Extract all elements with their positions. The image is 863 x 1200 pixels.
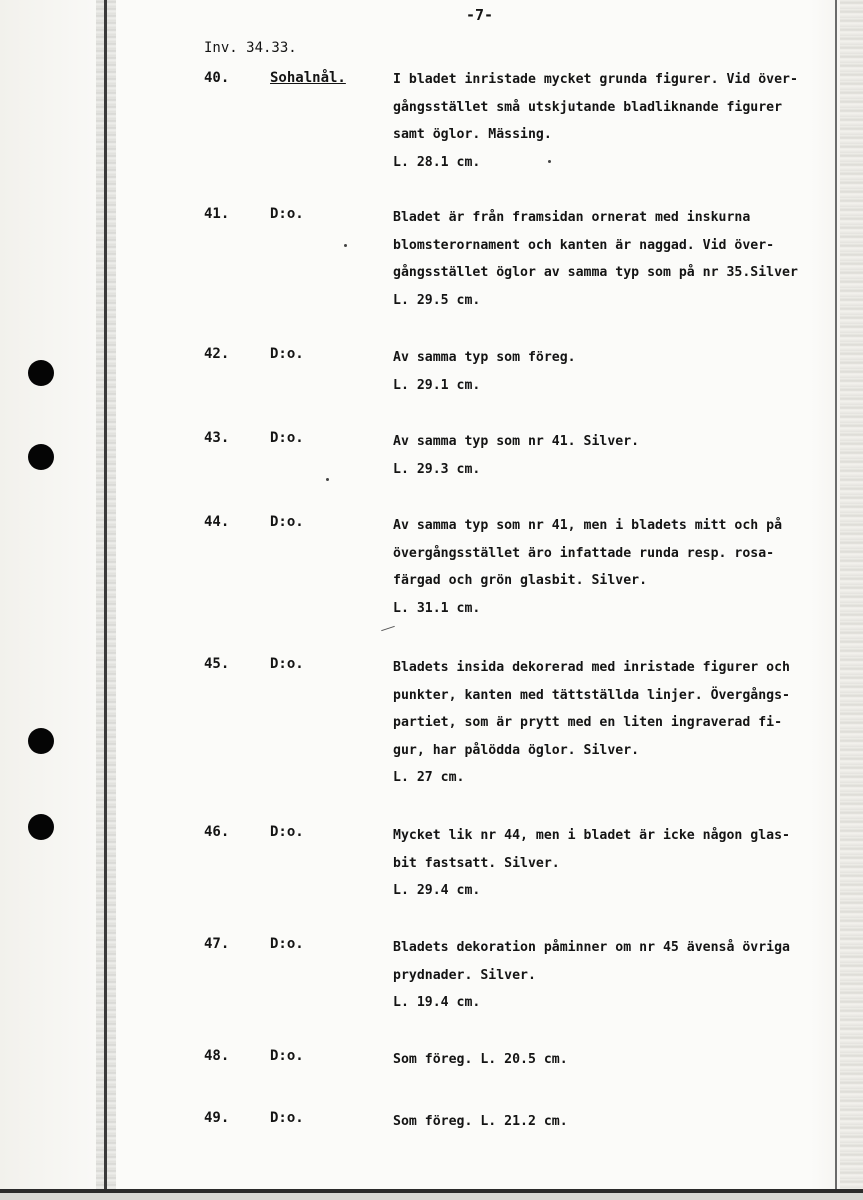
description-line: partiet, som är prytt med en liten ingraverad fi- — [393, 715, 783, 730]
entry-type: D:o. — [270, 206, 304, 222]
entry-description — [393, 1108, 831, 1136]
ink-speck — [344, 244, 347, 247]
description-line: Bladets dekoration påminner om nr 45 ävenså övriga — [393, 940, 790, 955]
punch-hole-icon — [28, 444, 54, 470]
right-page-edge — [835, 0, 837, 1190]
length-line: L. 29.5 cm. — [393, 292, 481, 308]
entry-number: 40. — [204, 70, 230, 86]
entry-number: 49. — [204, 1110, 230, 1126]
description-line: Mycket lik nr 44, men i bladet är icke någon glas- — [393, 828, 790, 843]
description-line: punkter, kanten med tättställda linjer. Övergångs- — [393, 687, 790, 703]
description-line: prydnader. Silver. — [393, 967, 536, 983]
description-line: färgad och grön glasbit. Silver. — [393, 573, 648, 588]
inventory-reference: Inv. 34.33. — [204, 40, 297, 56]
punch-hole-icon — [28, 360, 54, 386]
description-line: Av samma typ som föreg. — [393, 350, 576, 365]
length-line: L. 31.1 cm. — [393, 600, 481, 616]
entry-number: 46. — [204, 824, 230, 840]
entry-type: D:o. — [270, 430, 304, 446]
entry-description — [393, 344, 831, 399]
length-line: L. 29.3 cm. — [393, 461, 481, 477]
description-line: blomsterornament och kanten är naggad. Vid över- — [393, 237, 775, 253]
entry-description — [393, 204, 831, 314]
length-line: L. 29.4 cm. — [393, 883, 481, 898]
description-line: gur, har pålödda öglor. Silver. — [393, 742, 640, 758]
length-line: L. 29.1 cm. — [393, 377, 481, 393]
entry-type: D:o. — [270, 936, 304, 952]
bottom-scan-shadow — [0, 1193, 863, 1200]
entry-description — [393, 822, 831, 905]
entry-number: 43. — [204, 430, 230, 446]
description-line: I bladet inristade mycket grunda figurer. Vid över- — [393, 72, 798, 87]
length-line: L. 27 cm. — [393, 770, 465, 785]
entry-description — [393, 512, 831, 622]
entry-type: D:o. — [270, 514, 304, 530]
ink-speck — [326, 478, 329, 481]
entry-description — [393, 428, 831, 483]
entry-type: D:o. — [270, 1110, 304, 1126]
entry-description — [393, 66, 831, 176]
punch-hole-icon — [28, 814, 54, 840]
right-edge-scan-noise — [840, 0, 863, 1200]
entry-type: D:o. — [270, 656, 304, 672]
description-line: Som föreg. L. 21.2 cm. — [393, 1114, 568, 1129]
entry-type: D:o. — [270, 824, 304, 840]
entry-description — [393, 654, 831, 792]
entry-number: 42. — [204, 346, 230, 362]
entry-number: 45. — [204, 656, 230, 672]
entry-type: Sohalnål. — [270, 70, 346, 86]
description-line: bit fastsatt. Silver. — [393, 855, 560, 871]
length-line: L. 28.1 cm. — [393, 154, 481, 170]
description-line: Av samma typ som nr 41. Silver. — [393, 434, 640, 449]
description-line: gångsstället små utskjutande bladliknande figurer — [393, 99, 783, 115]
description-line: Bladet är från framsidan ornerat med inskurna — [393, 210, 751, 225]
entry-number: 44. — [204, 514, 230, 530]
entry-description — [393, 1046, 831, 1074]
description-line: gångsstället öglor av samma typ som på nr 35.Silver — [393, 265, 798, 280]
entry-number: 48. — [204, 1048, 230, 1064]
entry-description — [393, 934, 831, 1017]
entry-type: D:o. — [270, 1048, 304, 1064]
entry-type: D:o. — [270, 346, 304, 362]
punch-hole-icon — [28, 728, 54, 754]
description-line: Bladets insida dekorerad med inristade figurer och — [393, 660, 790, 675]
description-line: samt öglor. Mässing. — [393, 127, 552, 142]
entry-number: 47. — [204, 936, 230, 952]
binding-edge-line — [104, 0, 107, 1192]
description-line: Av samma typ som nr 41, men i bladets mitt och på — [393, 518, 783, 533]
length-line: L. 19.4 cm. — [393, 995, 481, 1010]
description-line: övergångsstället äro infattade runda resp. rosa- — [393, 545, 775, 561]
page-number: -7- — [466, 6, 494, 24]
entry-number: 41. — [204, 206, 230, 222]
description-line: Som föreg. L. 20.5 cm. — [393, 1052, 568, 1067]
